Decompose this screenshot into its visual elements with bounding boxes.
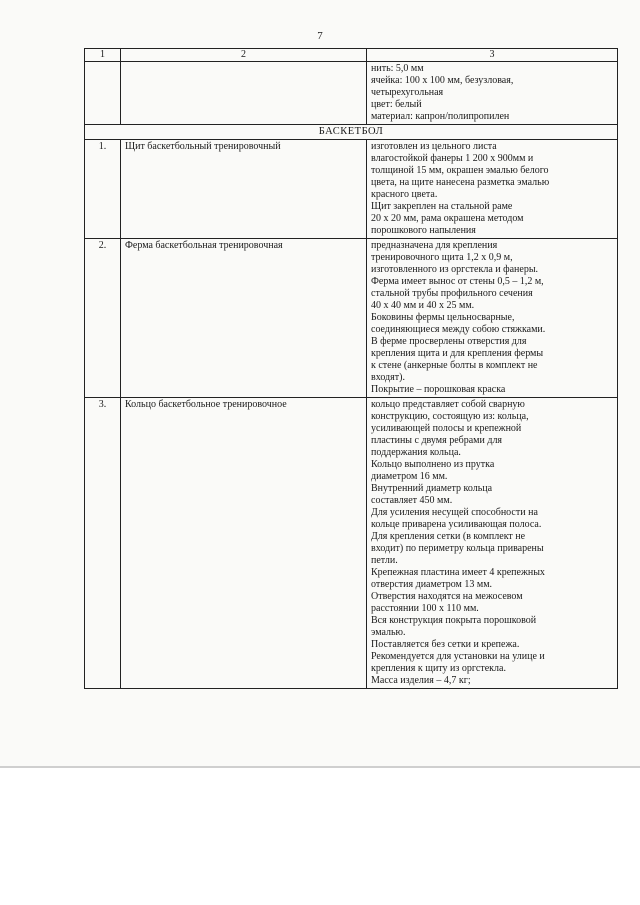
description-line: 20 х 20 мм, рама окрашена методом [371, 213, 524, 224]
description-line: предназначена для крепления [371, 240, 498, 251]
continuation-line: нить: 5,0 мм [371, 63, 424, 74]
description-line: В ферме просверлены отверстия для [371, 336, 527, 347]
description-line: кольцо представляет собой сварную [371, 399, 525, 410]
description-line: петли. [371, 555, 398, 566]
row-number: 3. [85, 398, 121, 689]
continuation-line: четырехугольная [371, 87, 444, 98]
description-line: конструкцию, состоящую из: кольца, [371, 411, 529, 422]
continuation-line: ячейка: 100 х 100 мм, безузловая, [371, 75, 514, 86]
continuation-name-cell [121, 62, 367, 125]
table-row [85, 140, 618, 239]
description-line: изготовлен из цельного листа [371, 141, 497, 152]
description-line: влагостойкой фанеры 1 200 х 900мм и [371, 153, 534, 164]
item-description [367, 140, 618, 239]
description-line: Покрытие – порошковая краска [371, 384, 506, 395]
description-line: соединяющиеся между собою стяжками. [371, 324, 546, 335]
section-row [85, 125, 618, 140]
description-line: входят). [371, 372, 405, 383]
row-number: 2. [85, 239, 121, 398]
page-number: 7 [317, 30, 323, 42]
table-row [85, 398, 618, 689]
description-line: порошкового напыления [371, 225, 476, 236]
description-line: Отверстия находятся на межосевом [371, 591, 523, 602]
description-line: стальной трубы профильного сечения [371, 288, 533, 299]
description-line: составляет 450 мм. [371, 495, 453, 506]
header-row [85, 49, 618, 62]
description-line: Кольцо выполнено из прутка [371, 459, 495, 470]
continuation-num-cell [85, 62, 121, 125]
description-line: крепления щита и для крепления фермы [371, 348, 544, 359]
description-line: тренировочного щита 1,2 х 0,9 м, [371, 252, 513, 263]
description-line: Крепежная пластина имеет 4 крепежных [371, 567, 545, 578]
header-col-2: 2 [121, 49, 367, 62]
item-name: Ферма баскетбольная тренировочная [121, 239, 367, 398]
row-number: 1. [85, 140, 121, 239]
continuation-row [85, 62, 618, 125]
description-line: эмалью. [371, 627, 406, 638]
description-line: пластины с двумя ребрами для [371, 435, 503, 446]
continuation-line: материал: капрон/полипропилен [371, 111, 510, 122]
description-line: Рекомендуется для установки на улице и [371, 651, 545, 662]
description-line: Для усиления несущей способности на [371, 507, 538, 518]
header-col-1: 1 [85, 49, 121, 62]
description-line: крепления к щиту из оргстекла. [371, 663, 506, 674]
continuation-line: цвет: белый [371, 99, 422, 110]
description-line: толщиной 15 мм, окрашен эмалью белого [371, 165, 549, 176]
item-description [367, 398, 618, 689]
description-line: Поставляется без сетки и крепежа. [371, 639, 520, 650]
description-line: к стене (анкерные болты в комплект не [371, 360, 538, 371]
description-line: кольце приварена усиливающая полоса. [371, 519, 542, 530]
item-name: Кольцо баскетбольное тренировочное [121, 398, 367, 689]
description-line: входит) по периметру кольца приварены [371, 543, 544, 554]
description-line: цвета, на щите нанесена разметка эмалью [371, 177, 550, 188]
continuation-desc-cell [367, 62, 618, 125]
description-line: Для крепления сетки (в комплект не [371, 531, 526, 542]
description-line: усиливающей полосы и крепежной [371, 423, 522, 434]
description-line: Вся конструкция покрыта порошковой [371, 615, 537, 626]
description-line: изготовленного из оргстекла и фанеры. [371, 264, 539, 275]
description-line: поддержания кольца. [371, 447, 461, 458]
description-line: Боковины фермы цельносварные, [371, 312, 515, 323]
item-name: Щит баскетбольный тренировочный [121, 140, 367, 239]
description-line: отверстия диаметром 13 мм. [371, 579, 493, 590]
header-col-3: 3 [367, 49, 618, 62]
description-line: Щит закреплен на стальной раме [371, 201, 513, 212]
description-line: Масса изделия – 4,7 кг; [371, 675, 471, 686]
description-line: красного цвета. [371, 189, 438, 200]
specification-table [84, 48, 618, 689]
section-title: БАСКЕТБОЛ [85, 125, 618, 140]
description-line: Внутренний диаметр кольца [371, 483, 493, 494]
table-row [85, 239, 618, 398]
description-line: 40 х 40 мм и 40 х 25 мм. [371, 300, 475, 311]
description-line: диаметром 16 мм. [371, 471, 448, 482]
description-line: расстоянии 100 х 110 мм. [371, 603, 479, 614]
item-description [367, 239, 618, 398]
description-line: Ферма имеет вынос от стены 0,5 – 1,2 м, [371, 276, 544, 287]
